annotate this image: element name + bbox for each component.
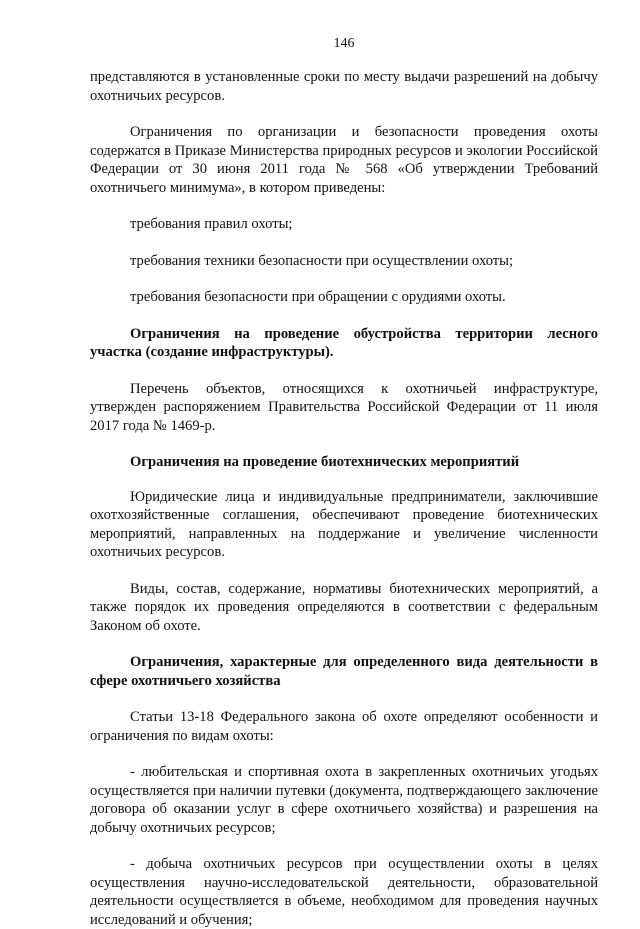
heading-activity-restrictions: Ограничения, характерные для определенного вида деятельности в сфере охотничьего хозяйства xyxy=(90,654,598,689)
list-item-amateur-sport-hunting: - любительская и спортивная охота в закрепленных охотничьих угодьях осуществляется при наличии путевки (документа, подтверждающего заключение договора об оказании услуг в сфере охотничьего хозяйства) и разрешения на добычу охотничьих ресурсов; xyxy=(90,764,598,836)
page-number: 146 xyxy=(333,36,355,51)
list-item-scientific-hunting: - добыча охотничьих ресурсов при осуществлении охоты в целях осуществления научно-исследовательской деятельности, образовательной деятельности осуществляется в объеме, необходимом для проведения научных исследований и обучения; xyxy=(90,856,598,928)
list-item-weapon-safety: требования безопасности при обращении с орудиями охоты. xyxy=(130,289,506,305)
paragraph-hunting-safety-order: Ограничения по организации и безопасности проведения охоты содержатся в Приказе Министерства природных ресурсов и экологии Российской Федерации от 30 июня 2011 года № 568 «Об утверждении Требований охотничьего минимума», в котором приведены: xyxy=(90,124,598,196)
heading-biotechnical-restrictions: Ограничения на проведение биотехнических мероприятий xyxy=(130,454,520,470)
paragraph-continuation: представляются в установленные сроки по месту выдачи разрешений на добычу охотничьих ресурсов. xyxy=(90,69,598,104)
paragraph-articles-13-18: Статьи 13-18 Федерального закона об охоте определяют особенности и ограничения по видам охоты: xyxy=(90,709,598,744)
document-body xyxy=(90,68,598,929)
list-item-safety-technique: требования техники безопасности при осуществлении охоты; xyxy=(130,252,514,269)
paragraph-infrastructure-list: Перечень объектов, относящихся к охотничьей инфраструктуре, утвержден распоряжением Правительства Российской Федерации от 11 июля 2017 года № 1469-р. xyxy=(90,380,598,434)
list-item-hunting-rules: требования правил охоты; xyxy=(130,216,293,232)
heading-infrastructure-restrictions: Ограничения на проведение обустройства территории лесного участка (создание инфраструктуры). xyxy=(90,325,598,360)
paragraph-biotechnical-norms: Виды, состав, содержание, нормативы биотехнических мероприятий, а также порядок их проведения определяются в соответствии с федеральным Законом об охоте. xyxy=(90,580,598,634)
paragraph-legal-entities: Юридические лица и индивидуальные предприниматели, заключившие охотхозяйственные соглашения, обеспечивают проведение биотехнических мероприятий, направленных на поддержание и увеличение численности охотничьих ресурсов. xyxy=(90,488,598,560)
